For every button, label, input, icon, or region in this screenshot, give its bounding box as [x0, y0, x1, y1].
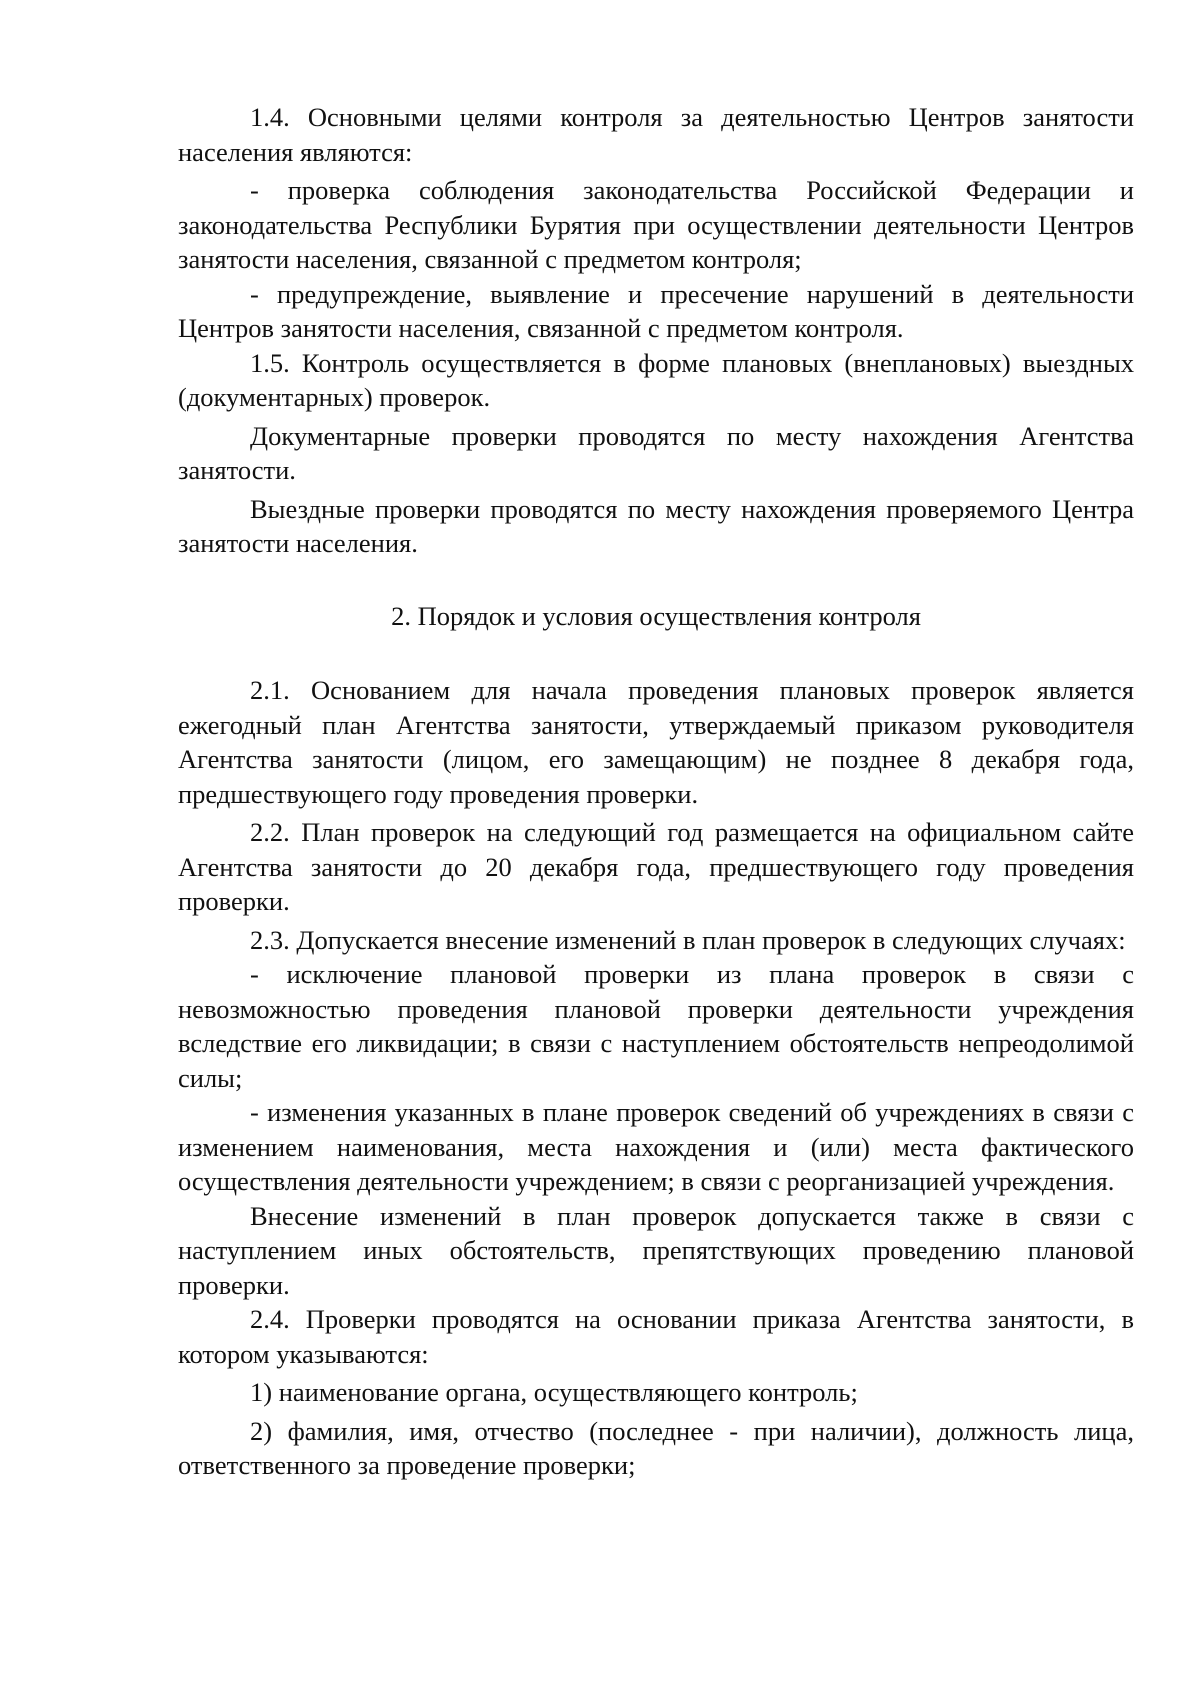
paragraph-1-5-documentary: Документарные проверки проводятся по месту нахождения Агентства занятости. — [178, 420, 1134, 485]
document-body — [178, 100, 1134, 1483]
paragraph-2-3-item-a: - исключение плановой проверки из плана проверок в связи с невозможностью проведения плановой проверки деятельности учреждения вследствие его ликвидации; в связи с наступлением обстоятельств непреодолимой силы; — [178, 959, 1134, 1093]
paragraph-1-4: 1.4. Основными целями контроля за деятельностью Центров занятости населения являются: — [178, 102, 1134, 167]
paragraph-2-4-item-2: 2) фамилия, имя, отчество (последнее - при наличии), должность лица, ответственного за проведение проверки; — [178, 1415, 1134, 1480]
paragraph-2-3-item-b: - изменения указанных в плане проверок сведений об учреждениях в связи с изменением наименования, места нахождения и (или) места фактического осуществления деятельности учреждением; в связи с реорганизацией учреждения. — [178, 1097, 1134, 1196]
paragraph-2-3: 2.3. Допускается внесение изменений в план проверок в следующих случаях: — [250, 924, 1126, 955]
paragraph-1-4-item-a: - проверка соблюдения законодательства Российской Федерации и законодательства Республики Бурятия при осуществлении деятельности Центров занятости населения, связанной с предметом контроля; — [178, 175, 1134, 274]
paragraph-1-5: 1.5. Контроль осуществляется в форме плановых (внеплановых) выездных (документарных) проверок. — [178, 347, 1134, 412]
paragraph-1-4-item-b: - предупреждение, выявление и пресечение нарушений в деятельности Центров занятости населения, связанной с предметом контроля. — [178, 278, 1134, 343]
paragraph-2-4: 2.4. Проверки проводятся на основании приказа Агентства занятости, в котором указываются: — [178, 1304, 1134, 1369]
paragraph-2-1: 2.1. Основанием для начала проведения плановых проверок является ежегодный план Агентства занятости, утверждаемый приказом руководителя Агентства занятости (лицом, его замещающим) не позднее 8 декабря года, предшествующего году проведения проверки. — [178, 675, 1134, 809]
section-2-heading: 2. Порядок и условия осуществления контроля — [391, 600, 921, 631]
paragraph-1-5-onsite: Выездные проверки проводятся по месту нахождения проверяемого Центра занятости населения. — [178, 493, 1134, 558]
paragraph-2-3-note: Внесение изменений в план проверок допускается также в связи с наступлением иных обстоятельств, препятствующих проведению плановой проверки. — [178, 1200, 1134, 1300]
paragraph-2-2: 2.2. План проверок на следующий год размещается на официальном сайте Агентства занятости до 20 декабря года, предшествующего году проведения проверки. — [178, 817, 1134, 916]
paragraph-2-4-item-1: 1) наименование органа, осуществляющего контроль; — [250, 1377, 858, 1407]
